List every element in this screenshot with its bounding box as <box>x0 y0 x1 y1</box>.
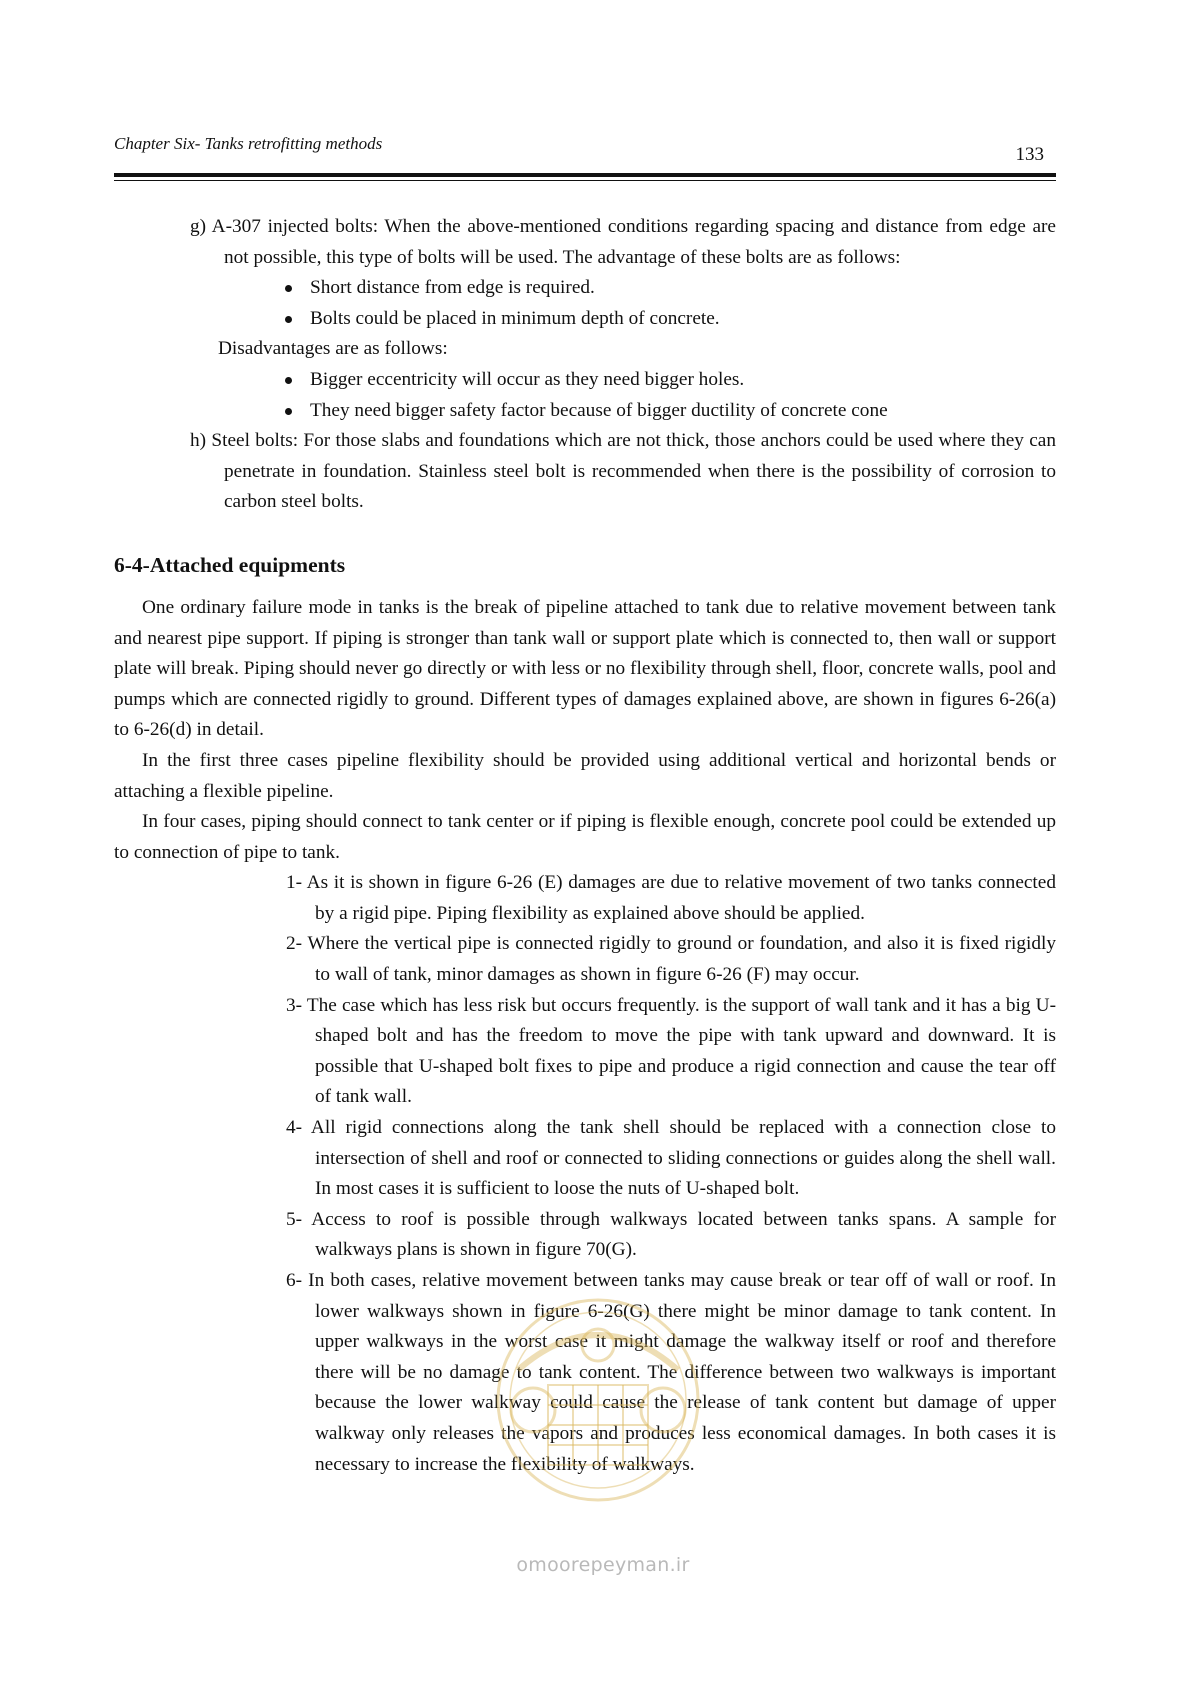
running-header <box>114 130 1056 170</box>
paragraph: In four cases, piping should connect to tank center or if piping is flexible enough, concrete pool could be extended up to connection of pipe to tank. <box>114 811 1056 863</box>
list-item: Bolts could be placed in minimum depth of concrete. <box>310 304 1056 335</box>
list-item: Bigger eccentricity will occur as they need bigger holes. <box>310 365 1056 396</box>
body-text <box>114 212 1056 1480</box>
chapter-title: Chapter Six- Tanks retrofitting methods <box>114 134 383 153</box>
paragraph: One ordinary failure mode in tanks is the break of pipeline attached to tank due to relative movement between tank and nearest pipe support. If piping is stronger than tank wall or support plate which is connected to, then wall or support plate will break. Piping should never go directly or with less or no flexibility through shell, floor, concrete walls, pool and pumps which are connected rigidly to ground. Different types of damages explained above, are shown in figures 6-26(a) to 6-26(d) in detail. <box>114 596 1056 741</box>
item-g: g) A-307 injected bolts: When the above-mentioned conditions regarding spacing and distance from edge are not possible, this type of bolts will be used. The advantage of these bolts are as follows: <box>190 216 1056 268</box>
page-number: 133 <box>1015 144 1044 165</box>
header-rule-thin <box>114 180 1056 181</box>
disadvantages-label: Disadvantages are as follows: <box>218 338 448 360</box>
list-item: Short distance from edge is required. <box>310 273 1056 304</box>
disadvantages-list <box>114 365 1056 426</box>
header-rule-thick <box>114 173 1056 177</box>
list-item: They need bigger safety factor because of bigger ductility of concrete cone <box>310 396 1056 427</box>
watermark-text: omoorepeyman.ir <box>516 1554 690 1576</box>
numbered-item: 3- The case which has less risk but occurs frequently. is the support of wall tank and it has a big U-shaped bolt and has the freedom to move the pipe with tank upward and downward. It is possible that U-shaped bolt fixes to pipe and produce a rigid connection and cause the tear off of tank wall. <box>286 994 1056 1108</box>
numbered-item: 6- In both cases, relative movement between tanks may cause break or tear off of wall or roof. In lower walkways shown in figure 6-26(G) there might be minor damage to tank content. In upper walkways in the worst case it might damage the walkway itself or roof and therefore there will be no damage to tank content. The difference between two walkways is important because the lower walkway could cause the release of tank content but damage of upper walkway only releases the vapors and produces less economical damages. In both cases it is necessary to increase the flexibility of walkways. <box>286 1270 1056 1475</box>
advantages-list <box>114 273 1056 334</box>
section-heading: 6-4-Attached equipments <box>114 552 346 577</box>
item-h: h) Steel bolts: For those slabs and foundations which are not thick, those anchors could be used where they can penetrate in foundation. Stainless steel bolt is recommended when there is the possibility of corrosion to carbon steel bolts. <box>190 430 1056 513</box>
numbered-item: 5- Access to roof is possible through walkways located between tanks spans. A sample for walkways plans is shown in figure 70(G). <box>286 1208 1056 1261</box>
numbered-item: 2- Where the vertical pipe is connected rigidly to ground or foundation, and also it is fixed rigidly to wall of tank, minor damages as shown in figure 6-26 (F) may occur. <box>286 933 1056 986</box>
numbered-item: 4- All rigid connections along the tank shell should be replaced with a connection close to intersection of shell and roof or connected to sliding connections or guides along the shell wall. In most cases it is sufficient to loose the nuts of U-shaped bolt. <box>286 1117 1056 1200</box>
numbered-item: 1- As it is shown in figure 6-26 (E) damages are due to relative movement of two tanks connected by a rigid pipe. Piping flexibility as explained above should be applied. <box>286 872 1056 924</box>
paragraph: In the first three cases pipeline flexibility should be provided using additional vertical and horizontal bends or attaching a flexible pipeline. <box>114 749 1056 802</box>
